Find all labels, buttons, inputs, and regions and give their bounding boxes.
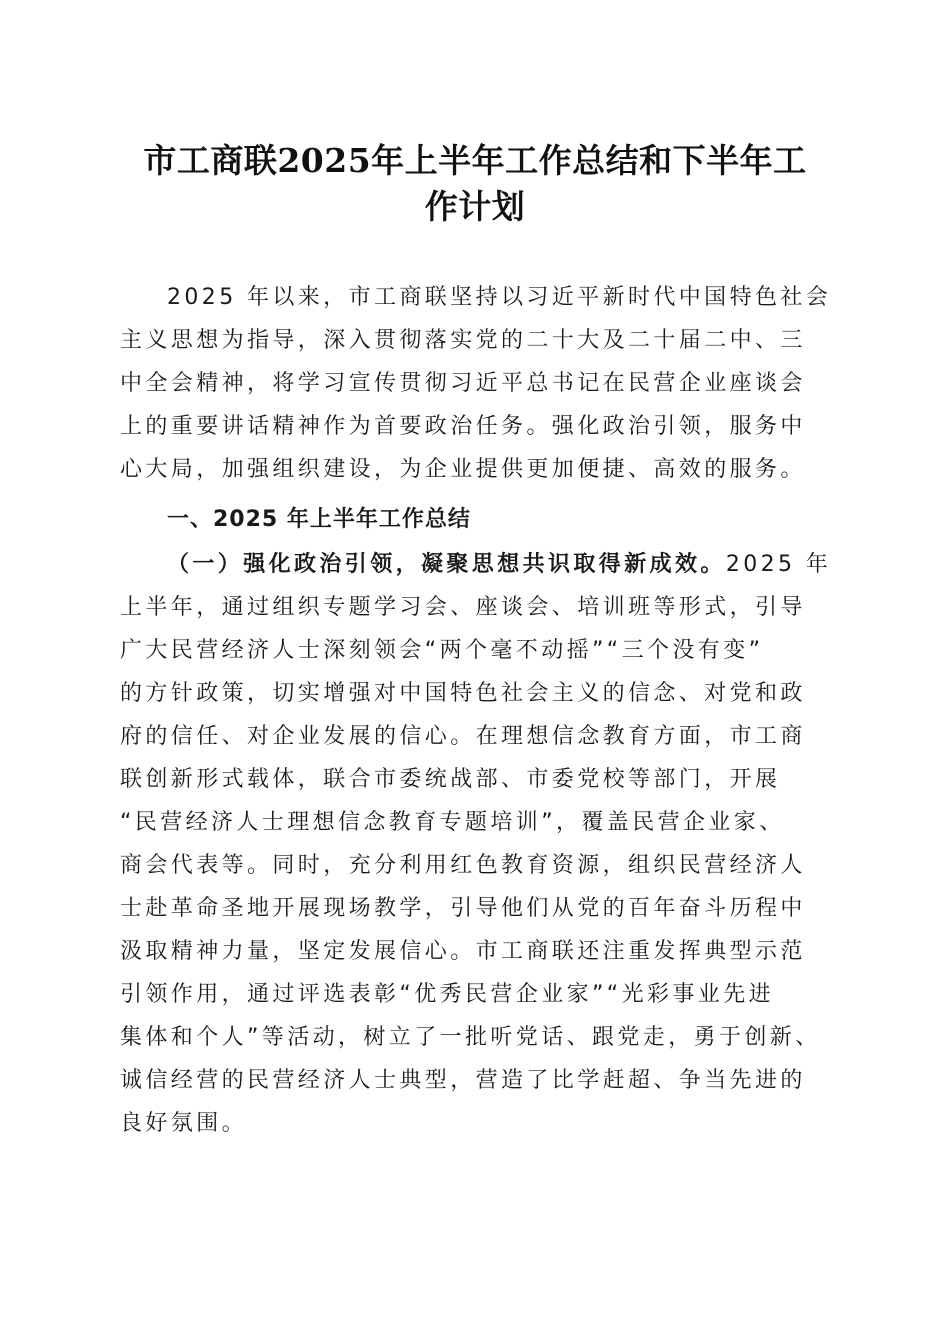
paragraph-line: “民营经济人士理想信念教育专题培训”，覆盖民营企业家、	[120, 810, 785, 835]
document-title	[120, 138, 830, 230]
subsection-heading: （一）强化政治引领，凝聚思想共识取得新成效。	[167, 552, 726, 577]
paragraph-line: 汲取精神力量，坚定发展信心。市工商联还注重发挥典型示范	[120, 939, 806, 964]
paragraph-line: 商会代表等。同时，充分利用红色教育资源，组织民营经济人	[120, 853, 806, 878]
intro-line: 主义思想为指导，深入贯彻落实党的二十大及二十届二中、三	[120, 328, 806, 353]
paragraph-line: 广大民营经济人士深刻领会“两个毫不动摇”“三个没有变”	[120, 638, 764, 663]
intro-line: 上的重要讲话精神作为首要政治任务。强化政治引领，服务中	[120, 414, 806, 439]
paragraph-line: 士赴革命圣地开展现场教学，引导他们从党的百年奋斗历程中	[120, 896, 806, 921]
title-line-2: 作计划	[424, 187, 526, 226]
paragraph-line	[167, 545, 831, 585]
intro-line: 中全会精神，将学习宣传贯彻习近平总书记在民营企业座谈会	[120, 371, 806, 396]
paragraph-line: 良好氛围。	[120, 1111, 248, 1136]
intro-line: 心大局，加强组织建设，为企业提供更加便捷、高效的服务。	[120, 457, 806, 482]
paragraph-line: 诚信经营的民营经济人士典型，营造了比学赶超、争当先进的	[120, 1068, 806, 1093]
paragraph-line: 的方针政策，切实增强对中国特色社会主义的信念、对党和政	[120, 681, 806, 706]
section-heading: 一、2025 年上半年工作总结	[167, 507, 471, 532]
title-line-1: 市工商联2025年上半年工作总结和下半年工	[143, 141, 807, 180]
paragraph-line: 上半年，通过组织专题学习会、座谈会、培训班等形式，引导	[120, 595, 806, 620]
paragraph-line: 联创新形式载体，联合市委统战部、市委党校等部门，开展	[120, 767, 781, 792]
paragraph-line: 集体和个人”等活动，树立了一批听党话、跟党走，勇于创新、	[120, 1025, 821, 1050]
paragraph-line: 府的信任、对企业发展的信心。在理想信念教育方面，市工商	[120, 724, 806, 749]
paragraph-line-rest: 2025 年	[725, 552, 832, 577]
intro-line: 2025 年以来，市工商联坚持以习近平新时代中国特色社会	[167, 285, 832, 310]
paragraph-line: 引领作用，通过评选表彰“优秀民营企业家”“光彩事业先进	[120, 982, 774, 1007]
